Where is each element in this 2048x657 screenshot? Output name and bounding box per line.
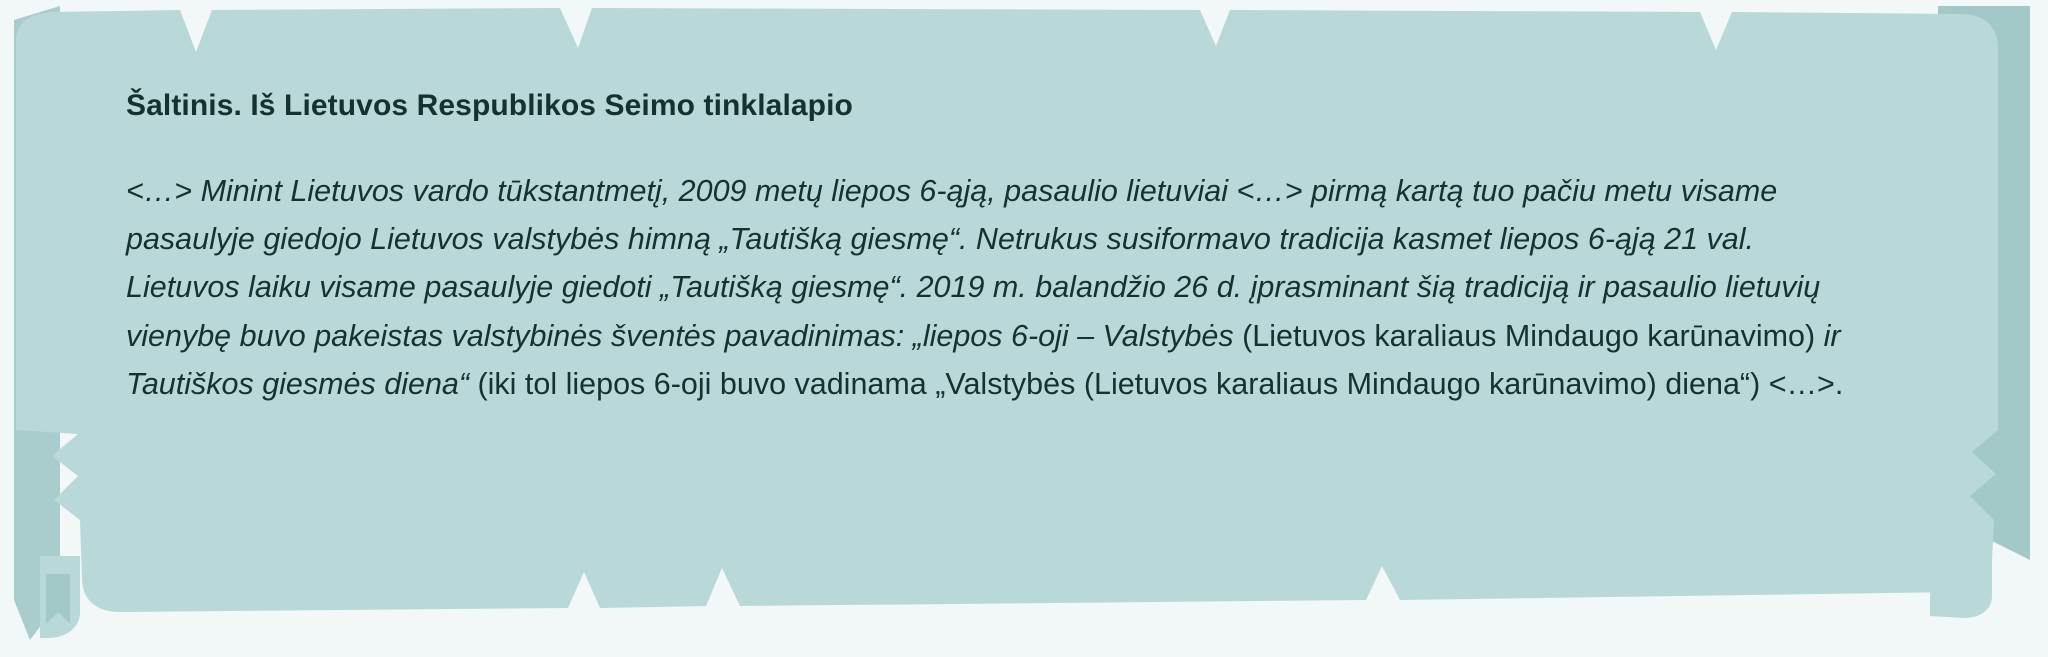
- quote-segment-4: (iki tol liepos 6-oji buvo vadinama „Valstybės (Lietuvos karaliaus Mindaugo karūnavimo) diena“) <…>.: [477, 366, 1844, 401]
- quote-segment-3: ir Tautiškos giesmės diena“: [126, 318, 1841, 401]
- quote-content: [126, 86, 1866, 408]
- quote-segment-2: (Lietuvos karaliaus Mindaugo karūnavimo): [1242, 318, 1824, 353]
- quote-text: [126, 167, 1866, 408]
- banner-fringe-right: [1930, 560, 1992, 618]
- source-heading: Šaltinis. Iš Lietuvos Respublikos Seimo tinklalapio: [126, 89, 853, 122]
- quote-segment-1: <…> Minint Lietuvos vardo tūkstantmetį, 2009 metų liepos 6-ąją, pasaulio lietuviai <…> pirmą kartą tuo pačiu metu visame pasaulyje giedojo Lietuvos valstybės himną „Tautišką giesmę“. Netrukus susiformavo tradicija kasmet liepos 6-ąją 21 val. Lietuvos laiku visame pasaulyje giedoti „Tautišką giesmę“. 2019 m. balandžio 26 d. įprasminant šią tradiciją ir pasaulio lietuvių vienybę buvo pakeistas valstybinės šventės pavadinimas: „liepos 6-oji – Valstybės: [126, 174, 1821, 353]
